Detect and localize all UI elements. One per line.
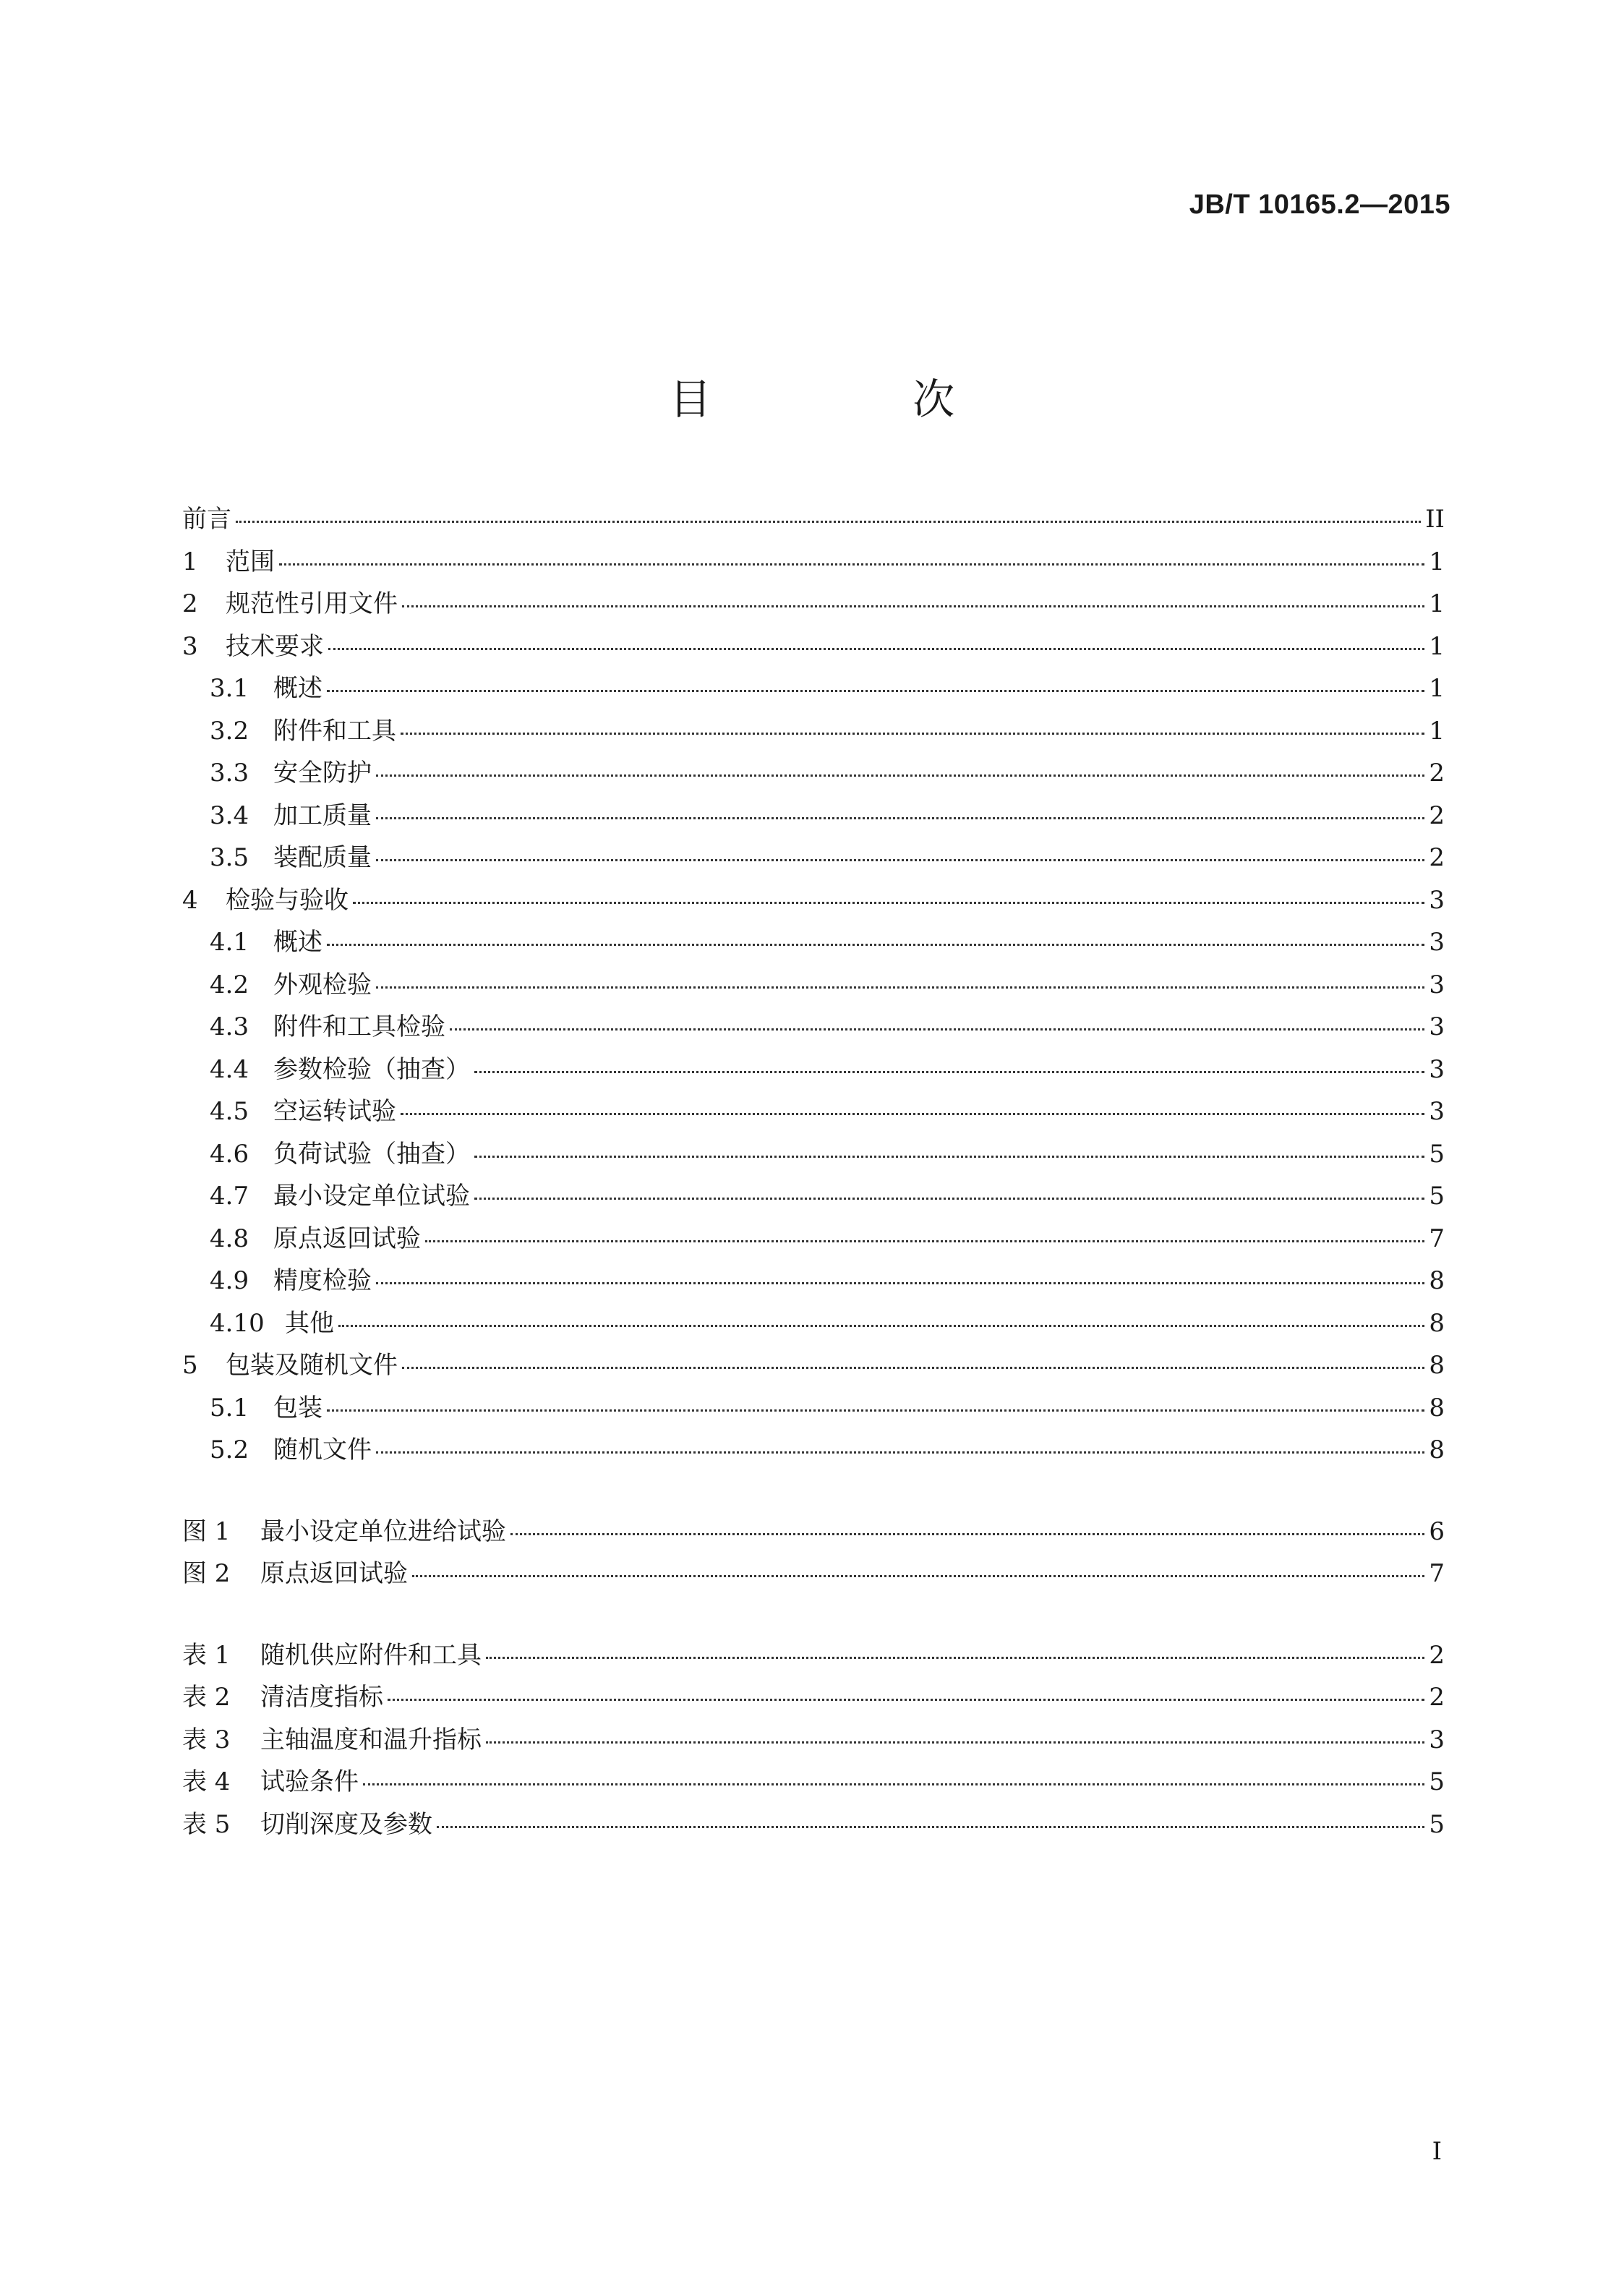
- toc-entry[interactable]: [182, 1049, 1445, 1092]
- toc-entry-number: 4: [182, 885, 198, 915]
- toc-entry-page: 3: [1429, 1012, 1445, 1041]
- toc-dot-leader: [363, 1783, 1424, 1785]
- toc-entry-page: 2: [1429, 759, 1445, 788]
- toc-dot-leader: [376, 1451, 1424, 1454]
- toc-entry-number: 1: [182, 547, 198, 576]
- toc-entry-label: 负荷试验（抽查）: [273, 1139, 470, 1169]
- toc-entry-number: 4.1: [210, 928, 249, 957]
- toc-entry-number: 4.4: [210, 1054, 249, 1084]
- toc-entry-label: 精度检验: [273, 1266, 372, 1295]
- toc-entry[interactable]: [182, 542, 1445, 584]
- toc-entry[interactable]: [182, 1134, 1445, 1177]
- toc-entry-number: 4.10: [210, 1308, 265, 1338]
- toc-entry-label: 检验与验收: [226, 885, 349, 915]
- toc-entry-label: 包装: [273, 1393, 322, 1422]
- toc-entry-number: 表 2: [182, 1683, 231, 1712]
- toc-dot-leader: [376, 817, 1424, 819]
- toc-dot-leader: [353, 902, 1424, 904]
- toc-entry-page: 5: [1429, 1809, 1445, 1839]
- toc-entry-number: 5: [182, 1351, 198, 1380]
- toc-entry-number: 4.5: [210, 1097, 249, 1126]
- toc-entry-page: 1: [1429, 716, 1445, 746]
- toc-entry[interactable]: [182, 1804, 1445, 1847]
- toc-entry-page: 8: [1429, 1393, 1445, 1422]
- toc-dot-leader: [376, 774, 1424, 777]
- toc-dot-leader: [327, 944, 1424, 946]
- toc-entry[interactable]: [182, 1430, 1445, 1472]
- toc-sections: [182, 499, 1445, 1472]
- toc-entry-page: 3: [1429, 885, 1445, 915]
- toc-entry-page: 3: [1429, 1097, 1445, 1126]
- toc-entry-number: 4.7: [210, 1182, 249, 1211]
- toc-entry-number: 3: [182, 631, 198, 661]
- toc-dot-leader: [437, 1826, 1424, 1828]
- toc-entry-label: 规范性引用文件: [226, 589, 398, 618]
- toc-entry-page: 3: [1429, 1725, 1445, 1754]
- toc-dot-leader: [388, 1699, 1424, 1701]
- table-of-contents: [182, 499, 1445, 1846]
- toc-entry-label: 随机供应附件和工具: [260, 1640, 482, 1670]
- toc-entry-number: 2: [182, 589, 198, 618]
- toc-dot-leader: [474, 1198, 1424, 1200]
- toc-dot-leader: [376, 859, 1424, 861]
- toc-dot-leader: [474, 1156, 1424, 1158]
- toc-entry-label: 外观检验: [273, 970, 372, 999]
- toc-dot-leader: [327, 690, 1424, 692]
- toc-entry-label: 附件和工具检验: [273, 1012, 445, 1041]
- toc-entry-label: 参数检验（抽查）: [273, 1054, 470, 1084]
- toc-entry[interactable]: [182, 1388, 1445, 1430]
- toc-entry[interactable]: [182, 1303, 1445, 1346]
- toc-dot-leader: [402, 1367, 1424, 1369]
- toc-entry-page: 8: [1429, 1435, 1445, 1464]
- toc-entry-label: 试验条件: [260, 1767, 359, 1796]
- toc-entry-number: 5.1: [210, 1393, 249, 1422]
- toc-entry[interactable]: [182, 1176, 1445, 1219]
- toc-entry-number: 表 4: [182, 1767, 231, 1796]
- toc-entry-page: 5: [1429, 1182, 1445, 1211]
- toc-entry-page: 5: [1429, 1767, 1445, 1796]
- toc-entry[interactable]: [182, 711, 1445, 754]
- toc-dot-leader: [338, 1325, 1424, 1327]
- toc-entry-number: 图 2: [182, 1559, 231, 1588]
- toc-entry-label: 最小设定单位试验: [273, 1182, 470, 1211]
- toc-entry-number: 4.9: [210, 1266, 249, 1295]
- toc-entry[interactable]: [182, 880, 1445, 923]
- toc-entry[interactable]: [182, 1677, 1445, 1720]
- toc-entry-number: 3.4: [210, 801, 249, 830]
- toc-dot-leader: [328, 648, 1424, 650]
- toc-entry-number: 5.2: [210, 1435, 249, 1464]
- toc-entry-page: 8: [1429, 1351, 1445, 1380]
- toc-entry-page: 7: [1429, 1224, 1445, 1253]
- toc-entry-number: 4.2: [210, 970, 249, 999]
- page-number: I: [1432, 2137, 1442, 2166]
- toc-dot-leader: [474, 1071, 1424, 1073]
- toc-dot-leader: [486, 1741, 1424, 1744]
- toc-dot-leader: [402, 605, 1424, 607]
- toc-entry-number: 3.3: [210, 759, 249, 788]
- toc-entry-number: 4.3: [210, 1012, 249, 1041]
- toc-entry-page: 1: [1429, 631, 1445, 661]
- toc-entry[interactable]: [182, 1260, 1445, 1303]
- toc-dot-leader: [236, 521, 1421, 523]
- toc-tables: [182, 1635, 1445, 1847]
- toc-entry-label: 技术要求: [226, 631, 324, 661]
- toc-entry-page: 3: [1429, 928, 1445, 957]
- toc-entry-number: 3.2: [210, 716, 249, 746]
- toc-entry[interactable]: [182, 668, 1445, 711]
- toc-entry-label: 范围: [226, 547, 275, 576]
- toc-entry[interactable]: [182, 1219, 1445, 1261]
- toc-dot-leader: [376, 1282, 1424, 1284]
- toc-entry-page: 8: [1429, 1308, 1445, 1338]
- toc-entry[interactable]: [182, 922, 1445, 965]
- toc-dot-leader: [486, 1657, 1424, 1659]
- toc-entry-number: 图 1: [182, 1516, 231, 1546]
- toc-entry-page: 1: [1429, 674, 1445, 703]
- toc-entry-label: 概述: [273, 928, 322, 957]
- toc-entry-page: 2: [1429, 1683, 1445, 1712]
- toc-entry-page: 1: [1429, 547, 1445, 576]
- toc-entry-label: 前言: [182, 505, 231, 534]
- toc-entry-page: 2: [1429, 1640, 1445, 1670]
- toc-entry-label: 包装及随机文件: [226, 1351, 398, 1380]
- toc-entry[interactable]: [182, 1762, 1445, 1804]
- toc-dot-leader: [327, 1409, 1424, 1412]
- standard-number: JB/T 10165.2—2015: [1189, 189, 1450, 220]
- toc-entry-label: 清洁度指标: [260, 1683, 383, 1712]
- toc-entry[interactable]: [182, 795, 1445, 838]
- toc-entry[interactable]: [182, 753, 1445, 795]
- toc-entry-page: 8: [1429, 1266, 1445, 1295]
- toc-entry-number: 表 1: [182, 1640, 231, 1670]
- toc-entry[interactable]: [182, 1720, 1445, 1762]
- toc-entry-label: 原点返回试验: [260, 1559, 408, 1588]
- toc-entry-number: 表 3: [182, 1725, 231, 1754]
- toc-entry-label: 概述: [273, 674, 322, 703]
- toc-dot-leader: [510, 1533, 1424, 1535]
- toc-entry-number: 表 5: [182, 1809, 231, 1839]
- toc-entry[interactable]: [182, 1635, 1445, 1678]
- toc-entry-label: 空运转试验: [273, 1097, 396, 1126]
- toc-dot-leader: [412, 1575, 1424, 1577]
- toc-entry-page: 2: [1429, 843, 1445, 872]
- toc-entry-page: 1: [1429, 589, 1445, 618]
- toc-entry-label: 装配质量: [273, 843, 372, 872]
- toc-entry-label: 切削深度及参数: [260, 1809, 432, 1839]
- toc-entry-label: 原点返回试验: [273, 1224, 421, 1253]
- toc-entry[interactable]: [182, 965, 1445, 1007]
- toc-entry-number: 3.5: [210, 843, 249, 872]
- toc-entry[interactable]: [182, 1007, 1445, 1049]
- toc-entry-label: 主轴温度和温升指标: [260, 1725, 482, 1754]
- toc-entry[interactable]: [182, 584, 1445, 626]
- toc-entry-label: 最小设定单位进给试验: [260, 1516, 506, 1546]
- toc-entry-page: II: [1425, 505, 1445, 534]
- toc-dot-leader: [376, 986, 1424, 989]
- toc-entry-label: 加工质量: [273, 801, 372, 830]
- toc-entry-label: 附件和工具: [273, 716, 396, 746]
- toc-entry[interactable]: [182, 499, 1445, 542]
- toc-entry-label: 其他: [285, 1308, 334, 1338]
- toc-entry[interactable]: [182, 1345, 1445, 1388]
- toc-entry-number: 4.6: [210, 1139, 249, 1169]
- toc-entry[interactable]: [182, 1511, 1445, 1554]
- toc-entry-number: 4.8: [210, 1224, 249, 1253]
- toc-entry[interactable]: [182, 626, 1445, 669]
- toc-entry-page: 3: [1429, 970, 1445, 999]
- toc-entry-page: 2: [1429, 801, 1445, 830]
- toc-entry-page: 5: [1429, 1139, 1445, 1169]
- toc-entry[interactable]: [182, 1553, 1445, 1596]
- toc-entry-label: 安全防护: [273, 759, 372, 788]
- page-title: 目 次: [669, 375, 1049, 424]
- toc-dot-leader: [401, 733, 1424, 735]
- toc-entry-number: 3.1: [210, 674, 249, 703]
- toc-dot-leader: [401, 1113, 1424, 1115]
- toc-entry-label: 随机文件: [273, 1435, 372, 1464]
- toc-entry[interactable]: [182, 1091, 1445, 1134]
- toc-dot-leader: [279, 563, 1424, 566]
- toc-dot-leader: [425, 1240, 1424, 1242]
- toc-entry[interactable]: [182, 837, 1445, 880]
- toc-dot-leader: [450, 1028, 1424, 1030]
- toc-entry-page: 7: [1429, 1559, 1445, 1588]
- toc-entry-page: 6: [1429, 1516, 1445, 1546]
- toc-entry-page: 3: [1429, 1054, 1445, 1084]
- toc-figures: [182, 1511, 1445, 1596]
